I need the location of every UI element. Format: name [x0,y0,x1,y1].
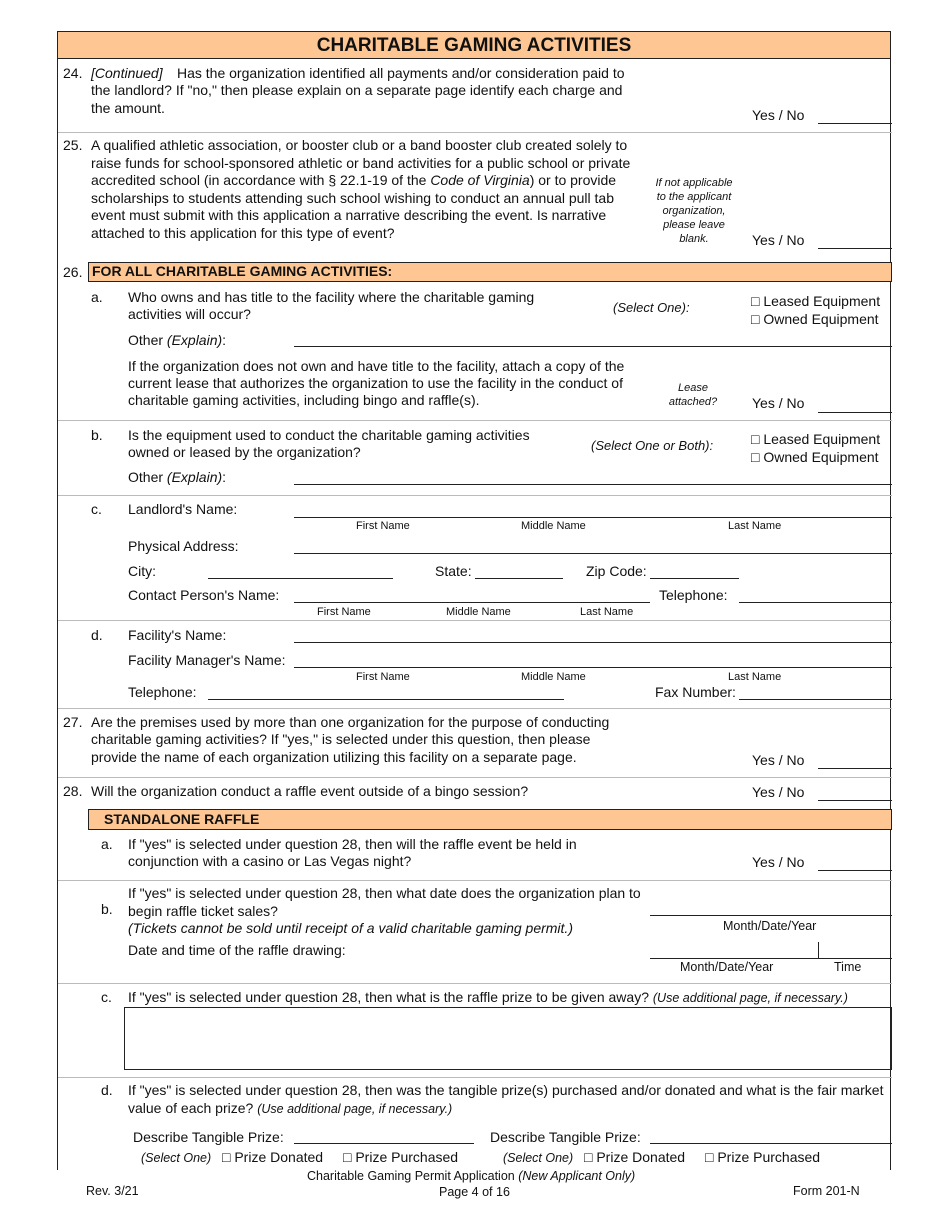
explain-word: (Explain) [166,469,223,485]
q26b-letter: b. [91,427,103,443]
raffle-prize-textarea[interactable] [124,1007,892,1070]
q27-line3: provide the name of each organization utilizing this facility on a separate page. [91,749,577,765]
divider [58,708,892,709]
divider [58,132,892,133]
contact-person-label: Contact Person's Name: [128,587,280,603]
q25-yes-no: Yes / No [752,232,805,248]
describe-prize-field-2[interactable] [650,1143,892,1144]
q25-note-line: If not applicable [655,177,733,189]
first-name-caption: First Name [356,671,410,683]
middle-name-caption: Middle Name [446,606,511,618]
divider [58,880,892,881]
last-name-caption: Last Name [580,606,634,618]
q25-note-line: to the applicant [656,191,732,203]
q26-number: 26. [63,264,83,280]
select-one-1: (Select One) [141,1151,212,1165]
q28d-line1: If "yes" is selected under question 28, then was the tangible prize(s) purchased and/or donated and what is the fair market [128,1082,884,1098]
prize-purchased-option-1[interactable]: □ Prize Purchased [343,1149,459,1165]
q24-number: 24. [63,65,83,81]
divider [58,983,892,984]
q24-continued: [Continued] [91,65,163,81]
q28b-drawing-label: Date and time of the raffle drawing: [128,942,346,958]
q25-line6: attached to this application for this type of event? [91,225,395,241]
zip-code-label: Zip Code: [586,563,647,579]
q26a-other-label [128,332,226,350]
q28c-line1 [128,989,848,1008]
ticket-sales-date-field[interactable] [650,915,892,916]
q26b-owned-option[interactable]: □ Owned Equipment [751,449,879,465]
page-number: Page 4 of 16 [439,1185,510,1199]
q28-line1: Will the organization conduct a raffle event outside of a bingo session? [91,783,529,799]
fax-number-field[interactable] [739,699,892,700]
q25-line1: A qualified athletic association, or booster club or a band booster club created solely to [91,137,628,153]
lease-note-line: attached? [668,396,718,408]
fax-number-label: Fax Number: [655,684,736,700]
q26c-letter: c. [91,501,102,517]
q28c-letter: c. [101,989,112,1005]
q24-answer-field[interactable] [818,123,892,124]
q26a-para1: If the organization does not own and have title to the facility, attach a copy of the [128,358,625,374]
q26b-select-one-or-both: (Select One or Both): [591,438,714,453]
divider [58,777,892,778]
q28d-note: (Use additional page, if necessary.) [257,1102,453,1116]
q25-note-line: organization, [662,205,726,217]
q26b-line2: owned or leased by the organization? [128,444,361,460]
zip-code-field[interactable] [650,578,739,579]
q28d-line2 [128,1100,452,1119]
other-word: Other [128,469,164,485]
q26a-line1: Who owns and has title to the facility where the charitable gaming [128,289,535,305]
q24-line2: the landlord? If "no," then please explain on a separate page identify each charge and [91,82,623,98]
last-name-caption: Last Name [728,671,782,683]
describe-prize-field-1[interactable] [294,1143,474,1144]
q26a-select-one: (Select One): [613,300,690,315]
q26b-other-field[interactable] [294,484,892,485]
application-name: Charitable Gaming Permit Application [307,1169,515,1183]
form-page [57,31,891,1170]
q26a-owned-option[interactable]: □ Owned Equipment [751,311,879,327]
q27-answer-field[interactable] [818,768,892,769]
q27-line2: charitable gaming activities? If "yes," is selected under this question, then please [91,731,591,747]
q26b-other-label [128,469,226,487]
first-name-caption: First Name [356,520,410,532]
q28b-letter: b. [101,901,113,917]
q25-line3a: accredited school (in accordance with § 22.1-19 of the [91,172,427,188]
q25-note [642,176,746,246]
first-name-caption: First Name [317,606,371,618]
q28c-note: (Use additional page, if necessary.) [652,991,848,1005]
state-label: State: [435,563,472,579]
q26a-leased-option[interactable]: □ Leased Equipment [751,293,881,309]
physical-address-field[interactable] [294,553,892,554]
q25-line3c: ) or to provide [529,172,617,188]
landlord-name-label: Landlord's Name: [128,501,238,517]
q28a-answer-field[interactable] [818,870,892,871]
q25-note-line: please leave [663,219,725,231]
other-word: Other [128,332,164,348]
application-title [307,1169,635,1183]
revision-label: Rev. 3/21 [86,1184,139,1198]
divider [58,495,892,496]
facility-name-field[interactable] [294,642,892,643]
divider [58,620,892,621]
new-applicant-note: (New Applicant Only) [518,1169,636,1183]
middle-name-caption: Middle Name [521,520,586,532]
q26a-line2: activities will occur? [128,306,251,322]
q26-header: FOR ALL CHARITABLE GAMING ACTIVITIES: [88,262,892,282]
facility-telephone-label: Telephone: [128,684,197,700]
q26a-yes-no: Yes / No [752,395,805,411]
date-time-divider [818,942,819,959]
q28-yes-no: Yes / No [752,784,805,800]
prize-donated-option-2[interactable]: □ Prize Donated [584,1149,686,1165]
standalone-raffle-header: STANDALONE RAFFLE [88,809,892,830]
colon: : [222,332,227,348]
divider [58,1077,892,1078]
q28b-line1: If "yes" is selected under question 28, then what date does the organization plan to [128,885,641,901]
q25-number: 25. [63,137,83,153]
q28a-yes-no: Yes / No [752,854,805,870]
q26a-para2: current lease that authorizes the organization to use the facility in the conduct of [128,375,623,391]
q27-number: 27. [63,714,83,730]
describe-prize-label-2: Describe Tangible Prize: [490,1129,641,1145]
month-date-year-caption: Month/Date/Year [723,919,817,933]
facility-name-label: Facility's Name: [128,627,227,643]
month-date-year-caption: Month/Date/Year [680,960,774,974]
q25-line3 [91,172,616,190]
describe-prize-label-1: Describe Tangible Prize: [133,1129,284,1145]
last-name-caption: Last Name [728,520,782,532]
select-one-2: (Select One) [503,1151,574,1165]
q25-note-line: blank. [679,233,709,245]
q24-line1: Has the organization identified all payments and/or consideration paid to [177,65,625,81]
q28d-letter: d. [101,1082,113,1098]
q26a-lease-answer-field[interactable] [818,412,892,413]
lease-note-line: Lease [678,382,708,394]
divider [58,420,892,421]
q28d-question: value of each prize? [128,1100,254,1116]
explain-word: (Explain) [166,332,223,348]
form-number: Form 201-N [793,1184,860,1198]
physical-address-label: Physical Address: [128,538,239,554]
q28-answer-field[interactable] [818,800,892,801]
code-of-virginia: Code of Virginia [430,172,530,188]
q26b-leased-option[interactable]: □ Leased Equipment [751,431,881,447]
prize-purchased-option-2[interactable]: □ Prize Purchased [705,1149,821,1165]
q28a-letter: a. [101,836,113,852]
q25-line4: scholarships to students attending such school wishing to conduct an annual pull tab [91,190,615,206]
telephone-label: Telephone: [659,587,728,603]
lease-attached-note [656,381,730,409]
q26a-para3: charitable gaming activities, including bingo and raffle(s). [128,392,480,408]
city-field[interactable] [208,578,393,579]
contact-person-field[interactable] [294,602,650,603]
q28b-line2: begin raffle ticket sales? [128,903,278,919]
q25-answer-field[interactable] [818,248,892,249]
time-caption: Time [834,960,862,974]
facility-manager-label: Facility Manager's Name: [128,652,286,668]
q28a-line1: If "yes" is selected under question 28, then will the raffle event be held in [128,836,577,852]
facility-telephone-field[interactable] [208,699,564,700]
q28-number: 28. [63,783,83,799]
colon: : [222,469,227,485]
facility-manager-field[interactable] [294,667,892,668]
page-title: CHARITABLE GAMING ACTIVITIES [58,32,890,59]
middle-name-caption: Middle Name [521,671,586,683]
q27-line1: Are the premises used by more than one organization for the purpose of conducting [91,714,610,730]
q27-yes-no: Yes / No [752,752,805,768]
q24-yes-no: Yes / No [752,107,805,123]
q26a-letter: a. [91,289,103,305]
q25-line2: raise funds for school-sponsored athletic or band activities for a public school or private [91,155,631,171]
q28b-ticket-note: (Tickets cannot be sold until receipt of a valid charitable gaming permit.) [128,920,573,936]
state-field[interactable] [475,578,563,579]
q24-line3: the amount. [91,100,165,116]
q26d-letter: d. [91,627,103,643]
q28a-line2: conjunction with a casino or Las Vegas night? [128,853,412,869]
city-label: City: [128,563,156,579]
q26a-other-field[interactable] [294,346,892,347]
q28c-question: If "yes" is selected under question 28, then what is the raffle prize to be given away? [128,989,649,1005]
telephone-field[interactable] [739,602,892,603]
q26b-line1: Is the equipment used to conduct the charitable gaming activities [128,427,530,443]
q25-line5: event must submit with this application a narrative describing the event. Is narrative [91,207,607,223]
prize-donated-option-1[interactable]: □ Prize Donated [222,1149,324,1165]
